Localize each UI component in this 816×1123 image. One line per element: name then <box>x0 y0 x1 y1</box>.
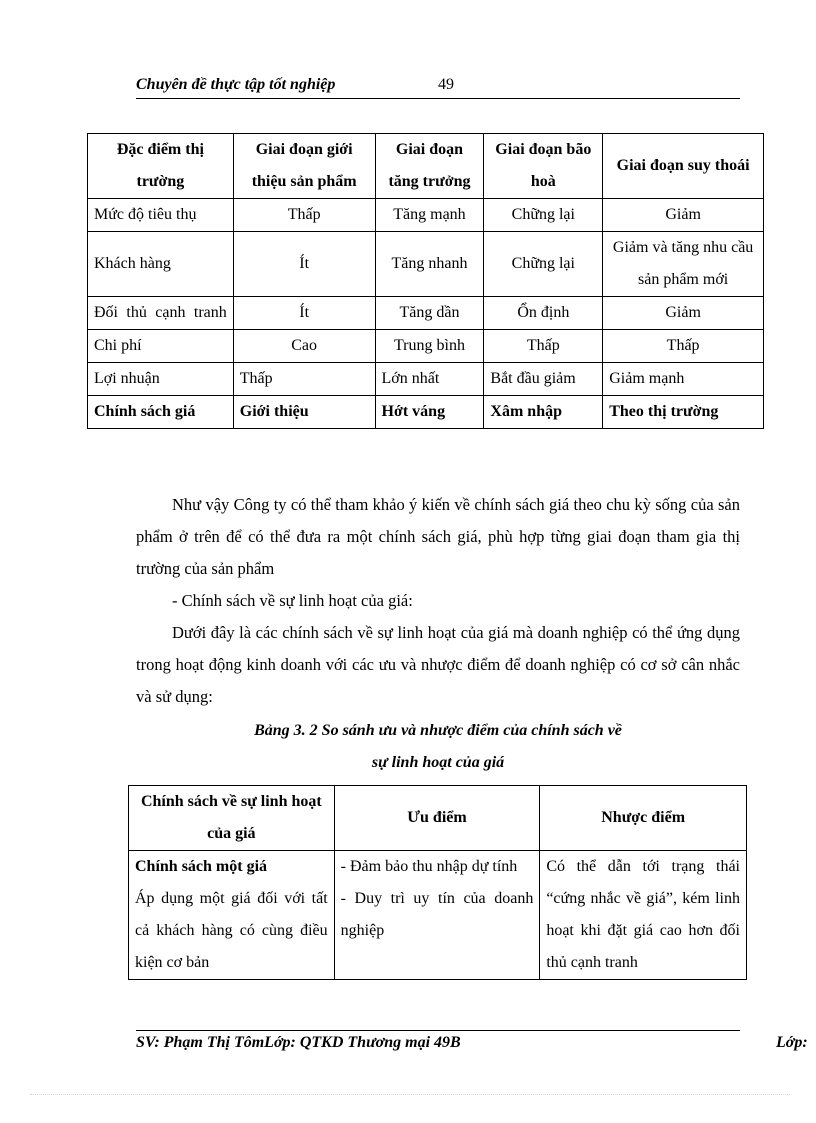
table-row <box>88 297 764 330</box>
table-cell: Hớt váng <box>375 396 484 429</box>
table-header-cell: Nhược điểm <box>540 786 747 851</box>
paragraph: Như vậy Công ty có thể tham khảo ý kiến về chính sách giá theo chu kỳ sống của sản phẩm ở trên để có thể đưa ra một chính sách giá, phù hợp từng giai đoạn tham gia thị trường của sản phẩm <box>136 495 740 578</box>
table-cell: Chi phí <box>88 330 234 363</box>
table-row <box>88 363 764 396</box>
table-cell: Chững lại <box>484 199 603 232</box>
table-cell: Giới thiệu <box>233 396 375 429</box>
table-cell: Khách hàng <box>88 232 234 297</box>
table-header-row <box>129 786 747 851</box>
table-cell: Xâm nhập <box>484 396 603 429</box>
footer-left: SV: Phạm Thị TômLớp: QTKD Thương mại 49B <box>136 1034 461 1051</box>
footer-divider <box>136 1030 740 1031</box>
paragraph: - Chính sách về sự linh hoạt của giá: <box>172 591 413 610</box>
header-title: Chuyên đề thực tập tốt nghiệp <box>136 76 336 93</box>
table-row <box>88 199 764 232</box>
table-cell: Giảm mạnh <box>603 363 764 396</box>
table-header-cell: Giai đoạn giới thiệu sản phẩm <box>233 134 375 199</box>
table-cell: Thấp <box>233 363 375 396</box>
table-cell: Cao <box>233 330 375 363</box>
table-cell: Lợi nhuận <box>88 363 234 396</box>
page-number: 49 <box>438 76 454 93</box>
table-header-cell: Chính sách về sự linh hoạt của giá <box>129 786 335 851</box>
table-cell: Thấp <box>603 330 764 363</box>
table-cell: Đối thủ cạnh tranh <box>88 297 234 330</box>
table-row <box>88 396 764 429</box>
table-header-row <box>88 134 764 199</box>
paragraph: Dưới đây là các chính sách về sự linh hoạt của giá mà doanh nghiệp có thể ứng dụng trong hoạt động kinh doanh với các ưu và nhược điểm để doanh nghiệp có cơ sở cân nhắc và sử dụng: <box>136 623 740 706</box>
footer-right: Lớp: <box>776 1034 808 1051</box>
policy-title: Chính sách một giá <box>135 858 268 875</box>
market-stage-table <box>87 133 764 429</box>
table-cell: Lớn nhất <box>375 363 484 396</box>
table-header-cell: Giai đoạn bão hoà <box>484 134 603 199</box>
policy-description: Áp dụng một giá đối với tất cả khách hàng có cùng điều kiện cơ bản <box>135 890 328 971</box>
table-cell: Chững lại <box>484 232 603 297</box>
table-header-cell: Giai đoạn tăng trưởng <box>375 134 484 199</box>
table-cell: Giảm <box>603 199 764 232</box>
table-header-cell: Ưu điểm <box>334 786 540 851</box>
table-cell: Tăng dần <box>375 297 484 330</box>
price-flexibility-table <box>128 785 747 980</box>
table-cell: Ít <box>233 232 375 297</box>
table-cell: Chính sách giá <box>88 396 234 429</box>
table-cell <box>334 851 540 980</box>
table-cell: Giảm và tăng nhu cầu sản phẩm mới <box>603 232 764 297</box>
table-header-cell: Giai đoạn suy thoái <box>603 134 764 199</box>
page-header <box>136 76 740 99</box>
table-cell: Bắt đầu giảm <box>484 363 603 396</box>
table-cell: Tăng nhanh <box>375 232 484 297</box>
table-cell: Thấp <box>484 330 603 363</box>
table-cell: Tăng mạnh <box>375 199 484 232</box>
table-cell: Có thể dẫn tới trạng thái “cứng nhắc về giá”, kém linh hoạt khi đặt giá cao hơn đối thủ cạnh tranh <box>540 851 747 980</box>
table-row <box>129 851 747 980</box>
table-row <box>88 232 764 297</box>
table-cell: Mức độ tiêu thụ <box>88 199 234 232</box>
table-cell: Ổn định <box>484 297 603 330</box>
table-cell: Trung bình <box>375 330 484 363</box>
table-cell: Thấp <box>233 199 375 232</box>
table-cell: Theo thị trường <box>603 396 764 429</box>
table-caption: Bảng 3. 2 So sánh ưu và nhược điểm của chính sách về <box>254 722 622 739</box>
table-cell: Ít <box>233 297 375 330</box>
table-row <box>88 330 764 363</box>
advantage-item: - Duy trì uy tín của doanh nghiệp <box>340 890 534 939</box>
page-edge-divider <box>30 1094 790 1095</box>
table-cell <box>129 851 335 980</box>
table-caption: sự linh hoạt của giá <box>371 754 505 771</box>
table-cell: Giảm <box>603 297 764 330</box>
advantage-item: - Đảm bảo thu nhập dự tính <box>340 858 518 875</box>
table-header-cell: Đặc điểm thị trường <box>88 134 234 199</box>
